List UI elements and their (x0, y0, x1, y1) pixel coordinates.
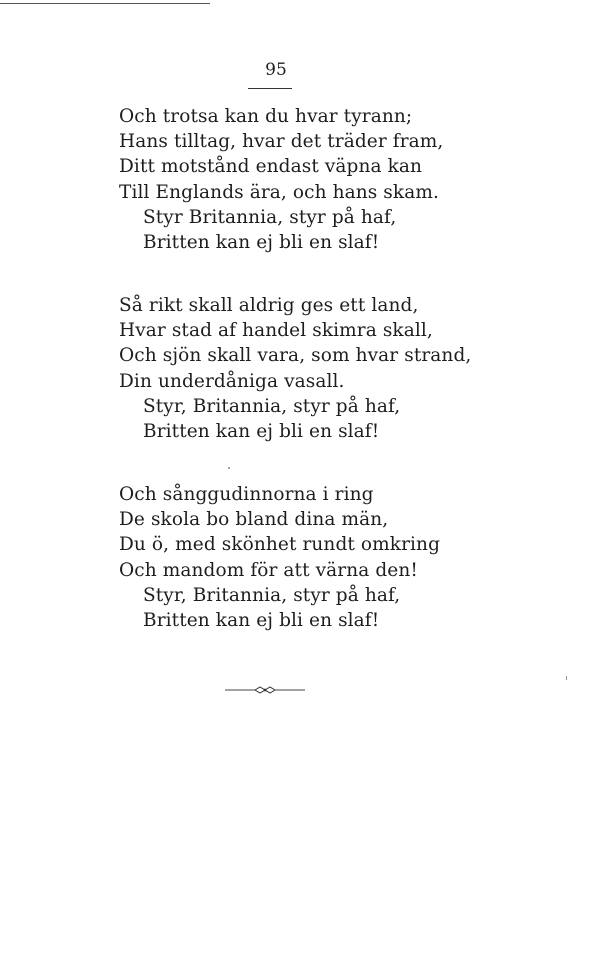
verse-line: Till Englands ära, och hans skam. (119, 181, 439, 203)
top-edge-rule (0, 3, 210, 4)
stanza-2 (119, 293, 471, 444)
verse-line: Hvar stad af handel skimra skall, (119, 320, 433, 342)
verse-line: Och trotsa kan du hvar tyrann; (119, 106, 413, 127)
stanza-1 (119, 104, 443, 255)
refrain-line: Styr, Britannia, styr på haf, (143, 584, 401, 606)
verse-line: Hans tilltag, hvar det träder fram, (119, 131, 444, 153)
refrain-line: Styr, Britannia, styr på haf, (143, 395, 401, 417)
verse-line: Så rikt skall aldrig ges ett land, (119, 295, 419, 316)
verse-line: Din underdåniga vasall. (119, 370, 345, 392)
fleuron-divider-icon (225, 684, 305, 696)
verse-line: Och mandom för att värna den! (119, 559, 418, 581)
verse-line: Och sånggudinnorna i ring (119, 484, 374, 505)
paper-speck (566, 676, 567, 680)
refrain-line: Britten kan ej bli en slaf! (143, 610, 380, 632)
page-number-underline (248, 88, 292, 89)
verse-line: Och sjön skall vara, som hvar strand, (119, 345, 472, 367)
refrain-line: Britten kan ej bli en slaf! (143, 421, 380, 443)
verse-line: De skola bo bland dina män, (119, 509, 389, 531)
verse-line: Ditt motstånd endast väpna kan (119, 156, 423, 178)
verse-line: Du ö, med skönhet rundt omkring (119, 534, 441, 556)
refrain-line: Britten kan ej bli en slaf! (143, 232, 380, 254)
paper-speck (228, 467, 230, 469)
page-number: 95 (265, 60, 287, 80)
stanza-3 (119, 482, 440, 633)
refrain-line: Styr Britannia, styr på haf, (143, 206, 397, 228)
